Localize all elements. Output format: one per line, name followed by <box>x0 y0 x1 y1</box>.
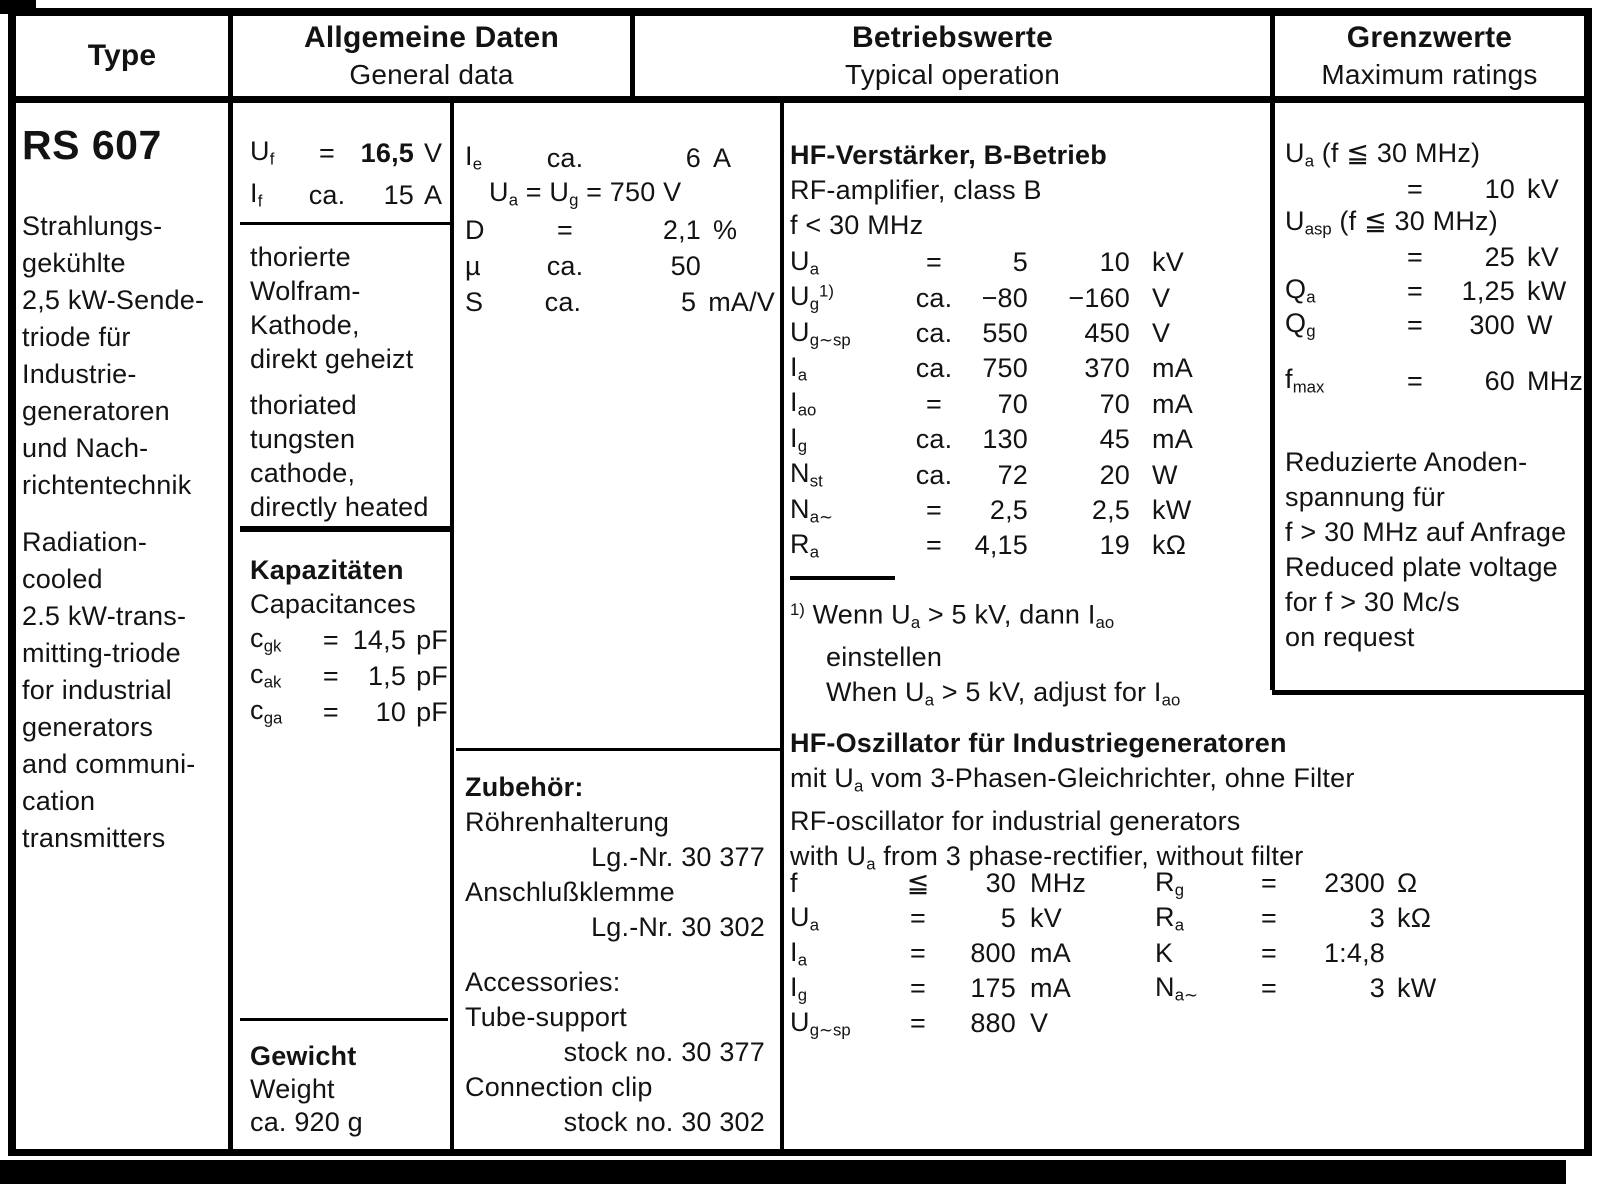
parameter-relation: ca. <box>546 250 584 281</box>
column-header-ratings-en: Maximum ratings <box>1321 59 1538 90</box>
text-line: Capacitances <box>250 589 416 619</box>
parameter-row <box>790 457 1265 492</box>
parameter-row <box>790 280 1265 315</box>
parameter-symbol-condition: $U_a$ (f ≦ 30 MHz) <box>1285 138 1481 171</box>
parameter-symbol: $I_e$ <box>465 141 483 174</box>
parameter-row <box>250 694 448 730</box>
text-line: Kapazitäten <box>250 555 404 585</box>
parameter-value: 175 <box>970 973 1016 1003</box>
weight-block <box>250 1040 450 1139</box>
parameter-row <box>1285 364 1585 398</box>
parameter-value: 60 <box>1484 365 1515 396</box>
parameter-row <box>465 140 775 176</box>
parameter-unit: kV <box>1030 903 1062 933</box>
text-line: cathode, <box>250 458 356 488</box>
parameter-value: 15 <box>383 179 414 210</box>
parameter-relation: ca. <box>915 282 953 313</box>
parameter-row <box>790 866 1140 901</box>
parameter-row <box>1155 866 1455 901</box>
parameter-value: 14,5 <box>352 624 407 655</box>
parameter-relation: ca. <box>546 142 584 173</box>
parameter-symbol: $U_a$ <box>790 245 820 279</box>
rf-oscillator-title-de: HF-Oszillator für Industriegeneratoren <box>790 728 1287 758</box>
parameter-symbol: D <box>465 214 485 245</box>
footnote-rule <box>790 576 895 580</box>
parameter-unit: A <box>424 179 443 210</box>
parameter-unit: kW <box>1527 275 1567 306</box>
rule-under-cathode <box>240 526 452 532</box>
parameter-relation: = <box>926 530 942 561</box>
parameter-row <box>250 174 448 216</box>
parameter-relation: = <box>1261 938 1277 968</box>
parameter-unit: kV <box>1527 173 1559 204</box>
text-line: for f > 30 Mc/s <box>1285 587 1460 617</box>
text-line: f > 30 MHz auf Anfrage <box>1285 517 1567 547</box>
parameter-value: 10 <box>1484 173 1515 204</box>
parameter-condition: $U_a = U_g = 750$ V <box>489 177 682 210</box>
parameter-value: 1,25 <box>1461 275 1515 306</box>
column-divider-type <box>228 8 233 1156</box>
footnote-block <box>790 592 1270 718</box>
column-divider-general-operation <box>780 103 784 1149</box>
parameter-unit: Ω <box>1397 868 1418 898</box>
parameter-relation: = <box>910 973 926 1003</box>
parameter-value: 1:4,8 <box>1323 938 1385 968</box>
text-line: Zubehör: <box>465 772 584 802</box>
parameter-symbol: $I_g$ <box>790 422 808 456</box>
parameter-row <box>1285 172 1585 206</box>
text-line: ca. 920 g <box>250 1107 363 1137</box>
tube-description-en <box>22 524 226 857</box>
text-line: stock no. 30 377 <box>563 1037 765 1067</box>
parameter-value: 880 <box>970 1008 1016 1038</box>
column-header-operation-de: Betriebswerte <box>851 21 1053 54</box>
rf-oscillator-table-right <box>1155 866 1455 1006</box>
parameter-row <box>790 971 1140 1006</box>
parameter-symbol: $N_{a\sim}$ <box>1155 971 1199 1005</box>
rf-oscillator-table-left <box>790 866 1140 1041</box>
parameter-row <box>1155 971 1455 1006</box>
text-line: and communi- <box>22 749 196 779</box>
parameter-relation: = <box>1261 973 1277 1003</box>
column-header-operation-cell <box>635 16 1270 96</box>
text-line: richtentechnik <box>22 470 192 500</box>
parameter-row <box>250 132 448 174</box>
rf-oscillator-section-header <box>790 726 1450 881</box>
ratings-box-bottom-rule <box>1272 690 1592 695</box>
parameter-symbol: µ <box>465 250 481 281</box>
tube-model: RS 607 <box>22 122 162 168</box>
parameter-value: 6 <box>685 142 701 173</box>
parameter-row <box>465 212 775 248</box>
parameter-relation: ca. <box>915 424 953 455</box>
text-line: stock no. 30 302 <box>563 1107 765 1137</box>
text-line: Röhrenhalterung <box>465 807 670 837</box>
table-border-top <box>8 8 1592 16</box>
parameter-value: 25 <box>1484 241 1515 272</box>
text-line: spannung für <box>1285 482 1446 512</box>
parameter-row <box>465 176 775 212</box>
parameter-row <box>790 422 1265 457</box>
text-line: triode für <box>22 322 131 352</box>
text-line: generators <box>22 712 154 742</box>
text-line: Radiation- <box>22 527 148 557</box>
text-line: direkt geheizt <box>250 344 414 374</box>
column-header-general-cell <box>233 16 630 96</box>
text-line: Connection clip <box>465 1072 653 1102</box>
parameter-relation: = <box>1261 868 1277 898</box>
parameter-unit: V <box>424 137 443 168</box>
text-line: thoriated <box>250 390 357 420</box>
parameter-unit: V <box>1152 282 1171 313</box>
parameter-symbol: $U_{g\sim sp}$ <box>790 1006 851 1040</box>
parameter-row <box>790 1006 1140 1041</box>
parameter-unit: MHz <box>1527 365 1584 396</box>
parameter-row <box>790 316 1265 351</box>
parameter-unit: kW <box>1152 494 1192 525</box>
rf-amplifier-frequency-condition: f < 30 MHz <box>790 210 924 240</box>
parameter-value-1: −80 <box>981 282 1028 313</box>
parameter-unit: MHz <box>1030 868 1087 898</box>
reduced-voltage-note <box>1285 445 1590 655</box>
parameter-row <box>250 658 448 694</box>
column-header-type: Type <box>87 39 157 72</box>
column-header-ratings-cell <box>1275 16 1584 96</box>
parameter-symbol: $I_g$ <box>790 971 808 1005</box>
parameter-symbol: $U_{g\sim sp}$ <box>790 316 851 350</box>
parameter-unit: pF <box>416 624 448 655</box>
parameter-relation: = <box>910 1008 926 1038</box>
parameter-relation: = <box>1261 903 1277 933</box>
parameter-value-1: 4,15 <box>974 530 1028 561</box>
filament-data-table <box>250 132 448 216</box>
parameter-unit: kW <box>1397 973 1437 1003</box>
parameter-unit: mA/V <box>708 286 775 317</box>
parameter-value-1: 2,5 <box>989 494 1028 525</box>
parameter-symbol: $R_g$ <box>1155 866 1185 900</box>
rf-amplifier-title-en: RF-amplifier, class B <box>790 175 1042 205</box>
parameter-symbol: $I_a$ <box>790 936 808 970</box>
parameter-value: 2,1 <box>662 214 701 245</box>
text-line: Wolfram- <box>250 276 361 306</box>
parameter-unit: V <box>1152 317 1171 348</box>
parameter-row <box>790 245 1265 280</box>
table-border-bottom <box>8 1149 1592 1156</box>
parameter-relation: = <box>1407 275 1423 306</box>
parameter-symbol: $I_{ao}$ <box>790 387 817 421</box>
parameter-unit: mA <box>1152 353 1193 384</box>
parameter-symbol: f <box>790 868 798 898</box>
text-line: Tube-support <box>465 1002 627 1032</box>
parameter-value-1: 70 <box>997 388 1028 419</box>
parameter-relation: = <box>1407 173 1423 204</box>
parameter-value: 5 <box>680 286 697 317</box>
rule-above-weight <box>240 1018 448 1021</box>
accessories-block-de <box>465 770 765 945</box>
parameter-row <box>465 248 775 284</box>
parameter-relation: = <box>1407 241 1423 272</box>
parameter-relation: = <box>322 660 339 691</box>
parameter-symbol: $U_g^{1)}$ <box>790 281 834 314</box>
parameter-relation: = <box>910 903 926 933</box>
text-line: mitting-triode <box>22 638 181 668</box>
parameter-value-1: 5 <box>1012 247 1028 278</box>
text-line: Strahlungs- <box>22 211 163 241</box>
parameter-unit: V <box>1030 1008 1049 1038</box>
parameter-value-1: 750 <box>982 353 1028 384</box>
accessories-block-en <box>465 965 765 1140</box>
parameter-value-2: 45 <box>1099 424 1130 455</box>
parameter-relation: ca. <box>544 286 582 317</box>
parameter-row <box>790 493 1265 528</box>
parameter-row <box>790 901 1140 936</box>
parameter-symbol-condition: $U_{asp}$ (f ≦ 30 MHz) <box>1285 206 1498 239</box>
maximum-ratings-table <box>1285 138 1585 398</box>
parameter-symbol: $N_{st}$ <box>790 458 823 491</box>
text-line: tungsten <box>250 424 356 454</box>
parameter-relation: = <box>1407 365 1423 396</box>
parameter-relation: ca. <box>308 179 346 210</box>
text-line: transmitters <box>22 823 166 853</box>
column-divider-operation-ratings <box>1270 8 1275 690</box>
parameter-relation: = <box>557 214 573 245</box>
parameter-row <box>1285 206 1585 240</box>
text-line: Reduced plate voltage <box>1285 552 1558 582</box>
rule-under-filament <box>240 222 452 225</box>
text-line: Lg.-Nr. 30 302 <box>591 912 765 942</box>
parameter-row <box>250 622 448 658</box>
text-line: 2.5 kW-trans- <box>22 601 187 631</box>
parameter-symbol: $Q_a$ <box>1285 274 1316 307</box>
parameter-row <box>790 936 1140 971</box>
rf-amplifier-table <box>790 245 1265 564</box>
parameter-row <box>790 528 1265 563</box>
text-line: und Nach- <box>22 433 149 463</box>
parameter-row <box>1285 240 1585 274</box>
parameter-unit: W <box>1527 309 1553 340</box>
parameter-value-2: 2,5 <box>1091 494 1130 525</box>
parameter-value-1: 72 <box>997 459 1028 490</box>
text-line: Industrie- <box>22 359 137 389</box>
parameter-relation: = <box>910 938 926 968</box>
text-line: Lg.-Nr. 30 377 <box>591 842 765 872</box>
parameter-value-2: 450 <box>1084 317 1130 348</box>
text-line: thorierte <box>250 242 351 272</box>
parameter-value-1: 130 <box>982 424 1028 455</box>
parameter-value: 50 <box>670 250 701 281</box>
tube-description-de <box>22 208 226 504</box>
parameter-value: 3 <box>1369 903 1385 933</box>
parameter-symbol: $c_{ak}$ <box>250 659 282 692</box>
parameter-relation: = <box>926 388 942 419</box>
parameter-symbol: $U_f$ <box>250 136 275 169</box>
parameter-value-2: 10 <box>1099 247 1130 278</box>
text-line: $^{1)}$ Wenn $U_a > 5$ kV, dann $I_{ao}$ <box>790 599 1115 633</box>
parameter-relation: = <box>926 247 942 278</box>
rf-amplifier-section-header <box>790 138 1270 243</box>
parameter-unit: mA <box>1030 938 1071 968</box>
parameter-unit: kΩ <box>1397 903 1432 933</box>
rf-oscillator-subtitle-de: mit $U_a$ vom 3-Phasen-Gleichrichter, ohne Filter <box>790 763 1355 796</box>
parameter-row <box>1155 936 1455 971</box>
parameter-unit: mA <box>1152 388 1193 419</box>
parameter-relation: = <box>322 696 339 727</box>
text-line: Anschlußklemme <box>465 877 675 907</box>
parameter-symbol: $I_f$ <box>250 178 263 211</box>
parameter-relation: ca. <box>915 459 953 490</box>
rf-oscillator-subtitle-en: with $U_a$ from 3 phase-rectifier, without filter <box>790 840 1304 874</box>
parameter-relation: ca. <box>915 317 953 348</box>
parameter-unit: % <box>713 214 738 245</box>
parameter-symbol: $R_a$ <box>1155 901 1185 935</box>
column-divider-general-a-b <box>450 103 454 1149</box>
text-line: Weight <box>250 1074 335 1104</box>
parameter-row <box>1285 274 1585 308</box>
cathode-description-en <box>250 388 450 524</box>
text-line: generatoren <box>22 396 170 426</box>
parameter-value: 1,5 <box>367 660 407 691</box>
parameter-value: 10 <box>375 696 407 727</box>
parameter-value: 30 <box>985 868 1016 898</box>
text-line: on request <box>1285 622 1415 652</box>
parameter-symbol: $f_{max}$ <box>1285 364 1325 397</box>
column-header-operation-en: Typical operation <box>844 59 1061 90</box>
parameter-unit: kV <box>1527 241 1559 272</box>
text-line: Accessories: <box>465 967 621 997</box>
parameter-value: 800 <box>970 938 1016 968</box>
header-divider-line <box>8 96 1592 103</box>
parameter-value-2: 19 <box>1099 530 1130 561</box>
capacitances-title <box>250 553 450 621</box>
parameter-relation: ≦ <box>906 868 930 898</box>
parameter-row <box>790 351 1265 386</box>
parameter-relation: = <box>319 137 335 168</box>
rf-amplifier-title-de: HF-Verstärker, B-Betrieb <box>790 140 1107 170</box>
parameter-value-2: −160 <box>1068 282 1130 313</box>
column-header-type-cell <box>16 16 228 96</box>
column-header-ratings-de: Grenzwerte <box>1346 21 1513 54</box>
text-line: cooled <box>22 564 103 594</box>
parameter-symbol: $c_{ga}$ <box>250 695 283 728</box>
table-border-left <box>8 8 16 1156</box>
text-line: cation <box>22 786 96 816</box>
parameter-symbol: $U_a$ <box>790 901 820 935</box>
parameter-relation: = <box>926 494 942 525</box>
parameter-row <box>1285 308 1585 342</box>
text-line: einstellen <box>826 642 943 673</box>
parameter-value: 3 <box>1369 973 1385 1003</box>
parameter-relation: = <box>322 624 339 655</box>
text-line: When $U_a > 5$ kV, adjust for $I_{ao}$ <box>826 677 1181 710</box>
cathode-description-de <box>250 240 450 376</box>
parameter-symbol: $R_a$ <box>790 528 820 562</box>
column-header-general-de: Allgemeine Daten <box>304 21 559 54</box>
parameter-row <box>1155 901 1455 936</box>
text-line: directly heated <box>250 492 429 522</box>
parameter-row <box>1285 138 1585 172</box>
parameter-symbol: $I_a$ <box>790 352 808 385</box>
parameter-symbol: $c_{gk}$ <box>250 623 282 656</box>
parameter-row <box>790 387 1265 422</box>
parameter-value-1: 550 <box>982 317 1028 348</box>
parameter-unit: kV <box>1152 247 1184 278</box>
parameter-unit: kΩ <box>1152 530 1187 561</box>
text-line: gekühlte <box>22 248 126 278</box>
parameter-value: 16,5 <box>360 137 414 168</box>
parameter-value: 300 <box>1469 309 1515 340</box>
parameter-unit: mA <box>1030 973 1071 1003</box>
parameter-row <box>465 284 775 320</box>
parameter-unit: pF <box>416 696 448 727</box>
parameter-value: 5 <box>1000 903 1016 933</box>
text-line: Gewicht <box>250 1041 357 1071</box>
parameter-unit: pF <box>416 660 448 691</box>
parameter-unit: mA <box>1152 424 1193 455</box>
characteristics-table <box>465 140 775 320</box>
parameter-unit: W <box>1152 459 1178 490</box>
rf-oscillator-title-en: RF-oscillator for industrial generators <box>790 805 1241 836</box>
text-line: for industrial <box>22 675 172 705</box>
rule-above-accessories <box>456 748 782 751</box>
parameter-value-2: 20 <box>1099 459 1130 490</box>
capacitances-table <box>250 622 448 730</box>
parameter-relation: = <box>1407 309 1423 340</box>
parameter-symbol: S <box>465 286 484 317</box>
parameter-symbol: $Q_g$ <box>1285 308 1316 341</box>
parameter-value-2: 370 <box>1084 353 1130 384</box>
text-line: Reduzierte Anoden- <box>1285 447 1528 477</box>
parameter-unit: A <box>713 142 732 173</box>
parameter-relation: ca. <box>915 353 953 384</box>
column-header-general-en: General data <box>349 59 514 90</box>
page-bottom-bar <box>0 1160 1566 1184</box>
text-line: Kathode, <box>250 310 360 340</box>
parameter-symbol: $N_{a\sim}$ <box>790 493 834 527</box>
parameter-value-2: 70 <box>1099 388 1130 419</box>
text-line: 2,5 kW-Sende- <box>22 285 205 315</box>
parameter-value: 2300 <box>1324 868 1385 898</box>
parameter-symbol: K <box>1155 938 1174 968</box>
